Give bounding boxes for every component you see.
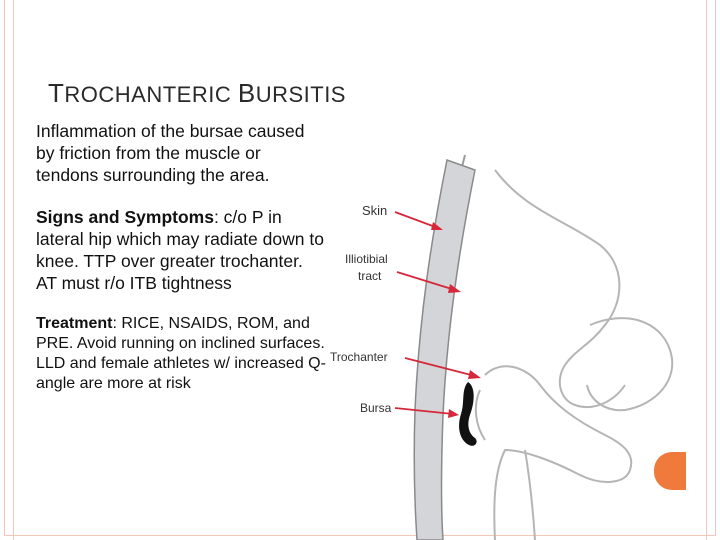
signs-text: : c/o P in lateral hip which may radiate down to knee. TTP over greater trochanter. AT must r/o ITB tightness: [36, 207, 324, 293]
slide-body: [36, 120, 326, 414]
slide-title: TROCHANTERIC BURSITIS: [48, 78, 346, 108]
label-tract: tract: [358, 269, 382, 283]
label-trochanter: Trochanter: [330, 350, 388, 364]
femur-outline: [485, 366, 631, 540]
femur-shaft-outline: [525, 450, 535, 540]
treatment-lead: Treatment: [36, 315, 113, 332]
hip-anatomy-diagram: [325, 150, 720, 540]
label-illiotibial: Illiotibial: [345, 252, 388, 266]
bursa-shape: [459, 382, 477, 446]
trochanter-outline: [476, 390, 485, 440]
label-skin: Skin: [362, 203, 388, 218]
label-bursa: Bursa: [360, 401, 392, 415]
treatment-paragraph: [36, 314, 326, 394]
pelvis-outline: [495, 170, 625, 407]
iliotibial-band: [414, 160, 475, 540]
signs-lead: Signs and Symptoms: [36, 207, 214, 227]
inflammation-paragraph: Inflammation of the bursae caused by friction from the muscle or tendons surrounding the area.: [36, 121, 305, 185]
treatment-text: : RICE, NSAIDS, ROM, and PRE. Avoid running on inclined surfaces. LLD and female athletes w/ increased Q-angle are more at risk: [36, 315, 326, 392]
signs-paragraph: [36, 206, 326, 294]
